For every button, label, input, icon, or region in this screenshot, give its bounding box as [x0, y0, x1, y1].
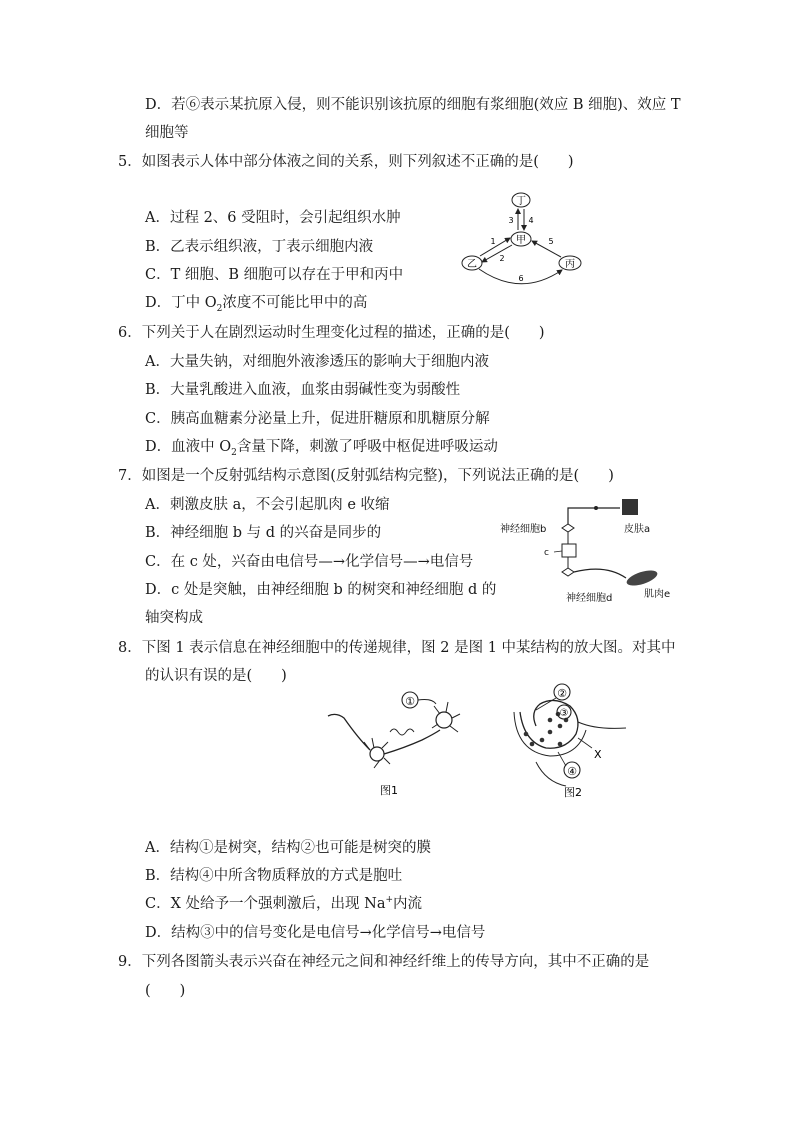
fig1-label: 图1 — [380, 784, 398, 797]
q9-stem: 9．下列各图箭头表示兴奋在神经元之间和神经纤维上的传导方向，其中不正确的是 — [118, 954, 650, 970]
q8-stem-line1: 8．下图 1 表示信息在神经细胞中的传递规律，图 2 是图 1 中某结构的放大图。对其中 — [118, 640, 676, 656]
q6-option-b: B．大量乳酸进入血液，血浆由弱碱性变为弱酸性 — [145, 382, 461, 398]
fig2-mark-2: ② — [557, 687, 567, 700]
q9-answer-paren: ( ) — [145, 983, 186, 999]
svg-text:1: 1 — [490, 237, 496, 246]
q5-option-c: C．T 细胞、B 细胞可以存在于甲和丙中 — [145, 267, 404, 283]
q6-option-c: C．胰高血糖素分泌量上升，促进肝糖原和肌糖原分解 — [145, 411, 490, 427]
muscle-e-label: 肌肉e — [644, 589, 671, 600]
svg-text:4: 4 — [528, 216, 534, 225]
q7-option-a: A．刺激皮肤 a，不会引起肌肉 e 收缩 — [145, 497, 390, 513]
q8-stem-line2: 的认识有误的是( ) — [145, 668, 287, 684]
q5-option-b: B．乙表示组织液，丁表示细胞内液 — [145, 239, 374, 255]
node-ding: 丁 — [516, 196, 526, 207]
svg-text:5: 5 — [548, 237, 554, 246]
svg-text:2: 2 — [499, 254, 505, 263]
q6-stem: 6．下列关于人在剧烈运动时生理变化过程的描述，正确的是( ) — [118, 325, 545, 341]
q7-option-b: B．神经细胞 b 与 d 的兴奋是同步的 — [145, 525, 382, 541]
q8-figure-1 — [322, 688, 472, 800]
fig2-label: 图2 — [564, 786, 582, 799]
q5-option-a: A．过程 2、6 受阻时，会引起组织水肿 — [145, 210, 401, 226]
cell-d-label: 神经细胞d — [566, 593, 613, 604]
q6-option-d: D．血液中 $O_2$含量下降，刺激了呼吸中枢促进呼吸运动 — [145, 439, 498, 458]
q7-stem: 7．如图是一个反射弧结构示意图(反射弧结构完整)，下列说法正确的是( ) — [118, 468, 614, 484]
q8-option-d: D．结构③中的信号变化是电信号→化学信号→电信号 — [145, 925, 486, 941]
q5-stem: 5．如图表示人体中部分体液之间的关系，则下列叙述不正确的是( ) — [118, 154, 574, 170]
q8-option-a: A．结构①是树突，结构②也可能是树突的膜 — [145, 840, 431, 856]
skin-a-label: 皮肤a — [624, 524, 651, 535]
q8-option-c: C．X 处给予一个强刺激后，出现 Na+内流 — [145, 895, 423, 912]
q7-option-d-line1: D．c 处是突触，由神经细胞 b 的树突和神经细胞 d 的 — [145, 582, 497, 598]
node-bing: 丙 — [565, 259, 575, 270]
svg-text:6: 6 — [518, 274, 524, 283]
fig2-x-label: X — [594, 748, 602, 761]
q8-figure-2 — [506, 682, 636, 802]
fig2-mark-4: ④ — [567, 765, 577, 778]
q7-option-c: C．在 c 处，兴奋由电信号—→化学信号—→电信号 — [145, 554, 474, 570]
q7-option-d-line2: 轴突构成 — [145, 610, 203, 626]
fig2-mark-3: ③ — [559, 708, 569, 719]
q7-reflex-arc-diagram — [496, 494, 686, 606]
node-yi: 乙 — [467, 259, 477, 270]
q5-option-d: D．丁中 $O_2$浓度不可能比甲中的高 — [145, 295, 368, 314]
q6-option-a: A．大量失钠，对细胞外液渗透压的影响大于细胞内液 — [145, 354, 489, 370]
svg-text:3: 3 — [508, 216, 514, 225]
q4-option-d-line2: 细胞等 — [145, 125, 189, 141]
cell-b-label: 神经细胞b — [500, 524, 547, 535]
q5-body-fluid-diagram — [455, 188, 595, 300]
q4-option-d-line1: D．若⑥表示某抗原入侵，则不能识别该抗原的细胞有浆细胞(效应 B 细胞)、效应 T — [145, 97, 681, 113]
q8-option-b: B．结构④中所含物质释放的方式是胞吐 — [145, 868, 403, 884]
fig1-mark-1: ① — [405, 695, 415, 708]
synapse-c-label: c — [544, 548, 549, 558]
node-jia: 甲 — [516, 235, 526, 246]
